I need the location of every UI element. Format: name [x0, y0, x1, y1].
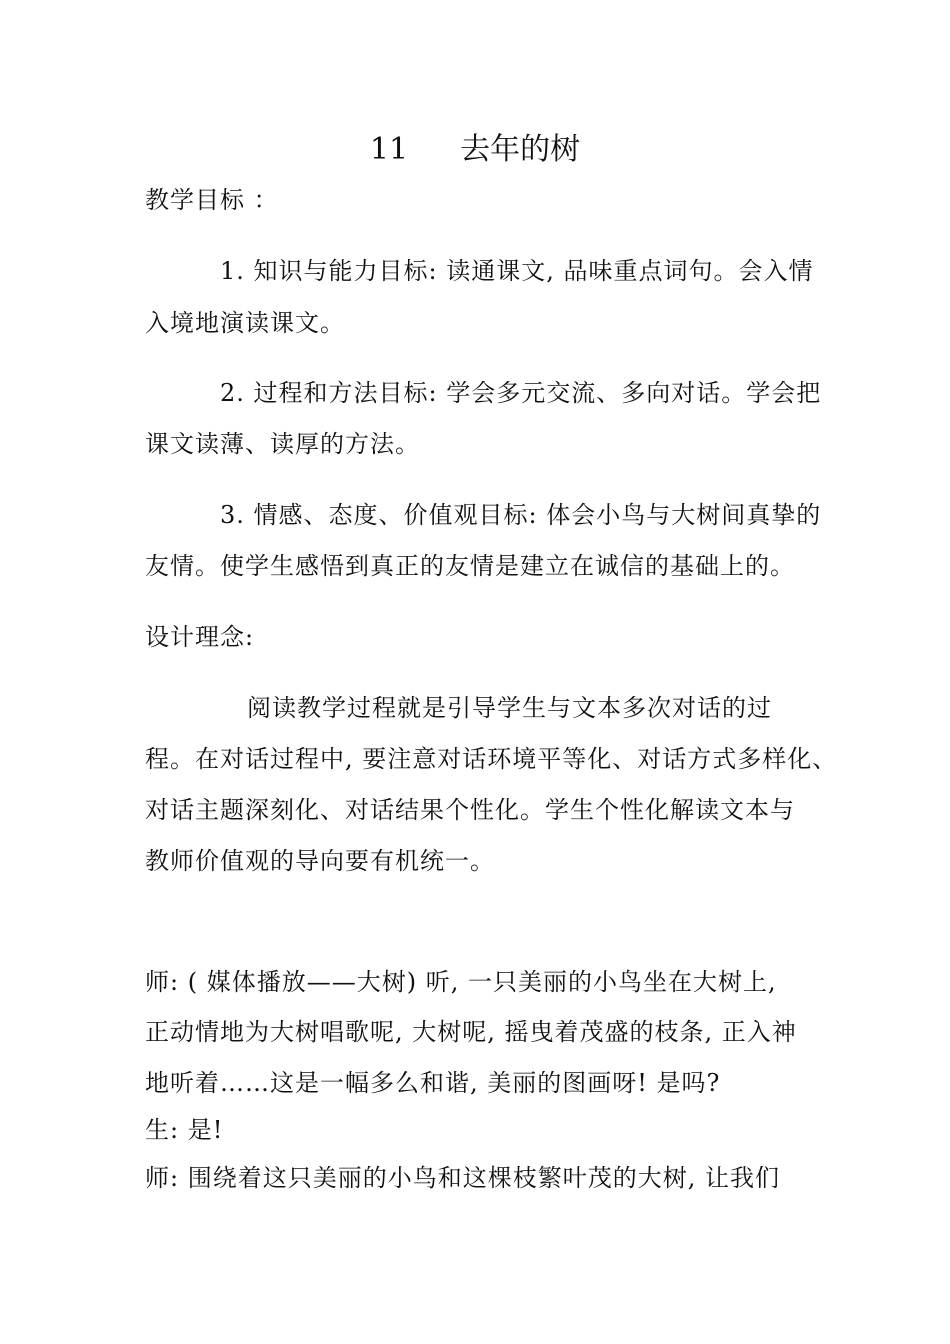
dialogue-line: 地听着……这是一幅多么和谐, 美丽的图画呀! 是吗?	[145, 1069, 721, 1097]
concept-line: 阅读教学过程就是引导学生与文本多次对话的过	[247, 694, 772, 722]
lesson-number: 11	[369, 132, 409, 167]
concept-line: 对话主题深刻化、对话结果个性化。学生个性化解读文本与	[145, 796, 795, 824]
page-title	[0, 130, 950, 170]
dialogue-line: 生: 是!	[145, 1116, 224, 1144]
lesson-title: 去年的树	[460, 132, 581, 167]
concept-heading: 设计理念:	[145, 623, 255, 651]
goal-1-line-1: 1. 知识与能力目标: 读通课文, 品味重点词句。会入情	[220, 257, 814, 285]
goal-3-line-1: 3. 情感、态度、价值观目标: 体会小鸟与大树间真挚的	[220, 501, 822, 529]
concept-line: 教师价值观的导向要有机统一。	[145, 847, 495, 875]
goal-2-line-1: 2. 过程和方法目标: 学会多元交流、多向对话。学会把	[220, 379, 822, 407]
goal-1-line-2: 入境地演读课文。	[145, 309, 345, 337]
dialogue-line: 师: ( 媒体播放——大树) 听, 一只美丽的小鸟坐在大树上,	[145, 968, 777, 996]
goal-2-line-2: 课文读薄、读厚的方法。	[145, 430, 420, 458]
goal-3-line-2: 友情。使学生感悟到真正的友情是建立在诚信的基础上的。	[145, 552, 795, 580]
concept-line: 程。在对话过程中, 要注意对话环境平等化、对话方式多样化、	[145, 745, 838, 773]
goals-heading: 教学目标 ：	[145, 186, 279, 214]
dialogue-line: 正动情地为大树唱歌呢, 大树呢, 摇曳着茂盛的枝条, 正入神	[145, 1018, 797, 1046]
dialogue-line: 师: 围绕着这只美丽的小鸟和这棵枝繁叶茂的大树, 让我们	[145, 1164, 780, 1192]
